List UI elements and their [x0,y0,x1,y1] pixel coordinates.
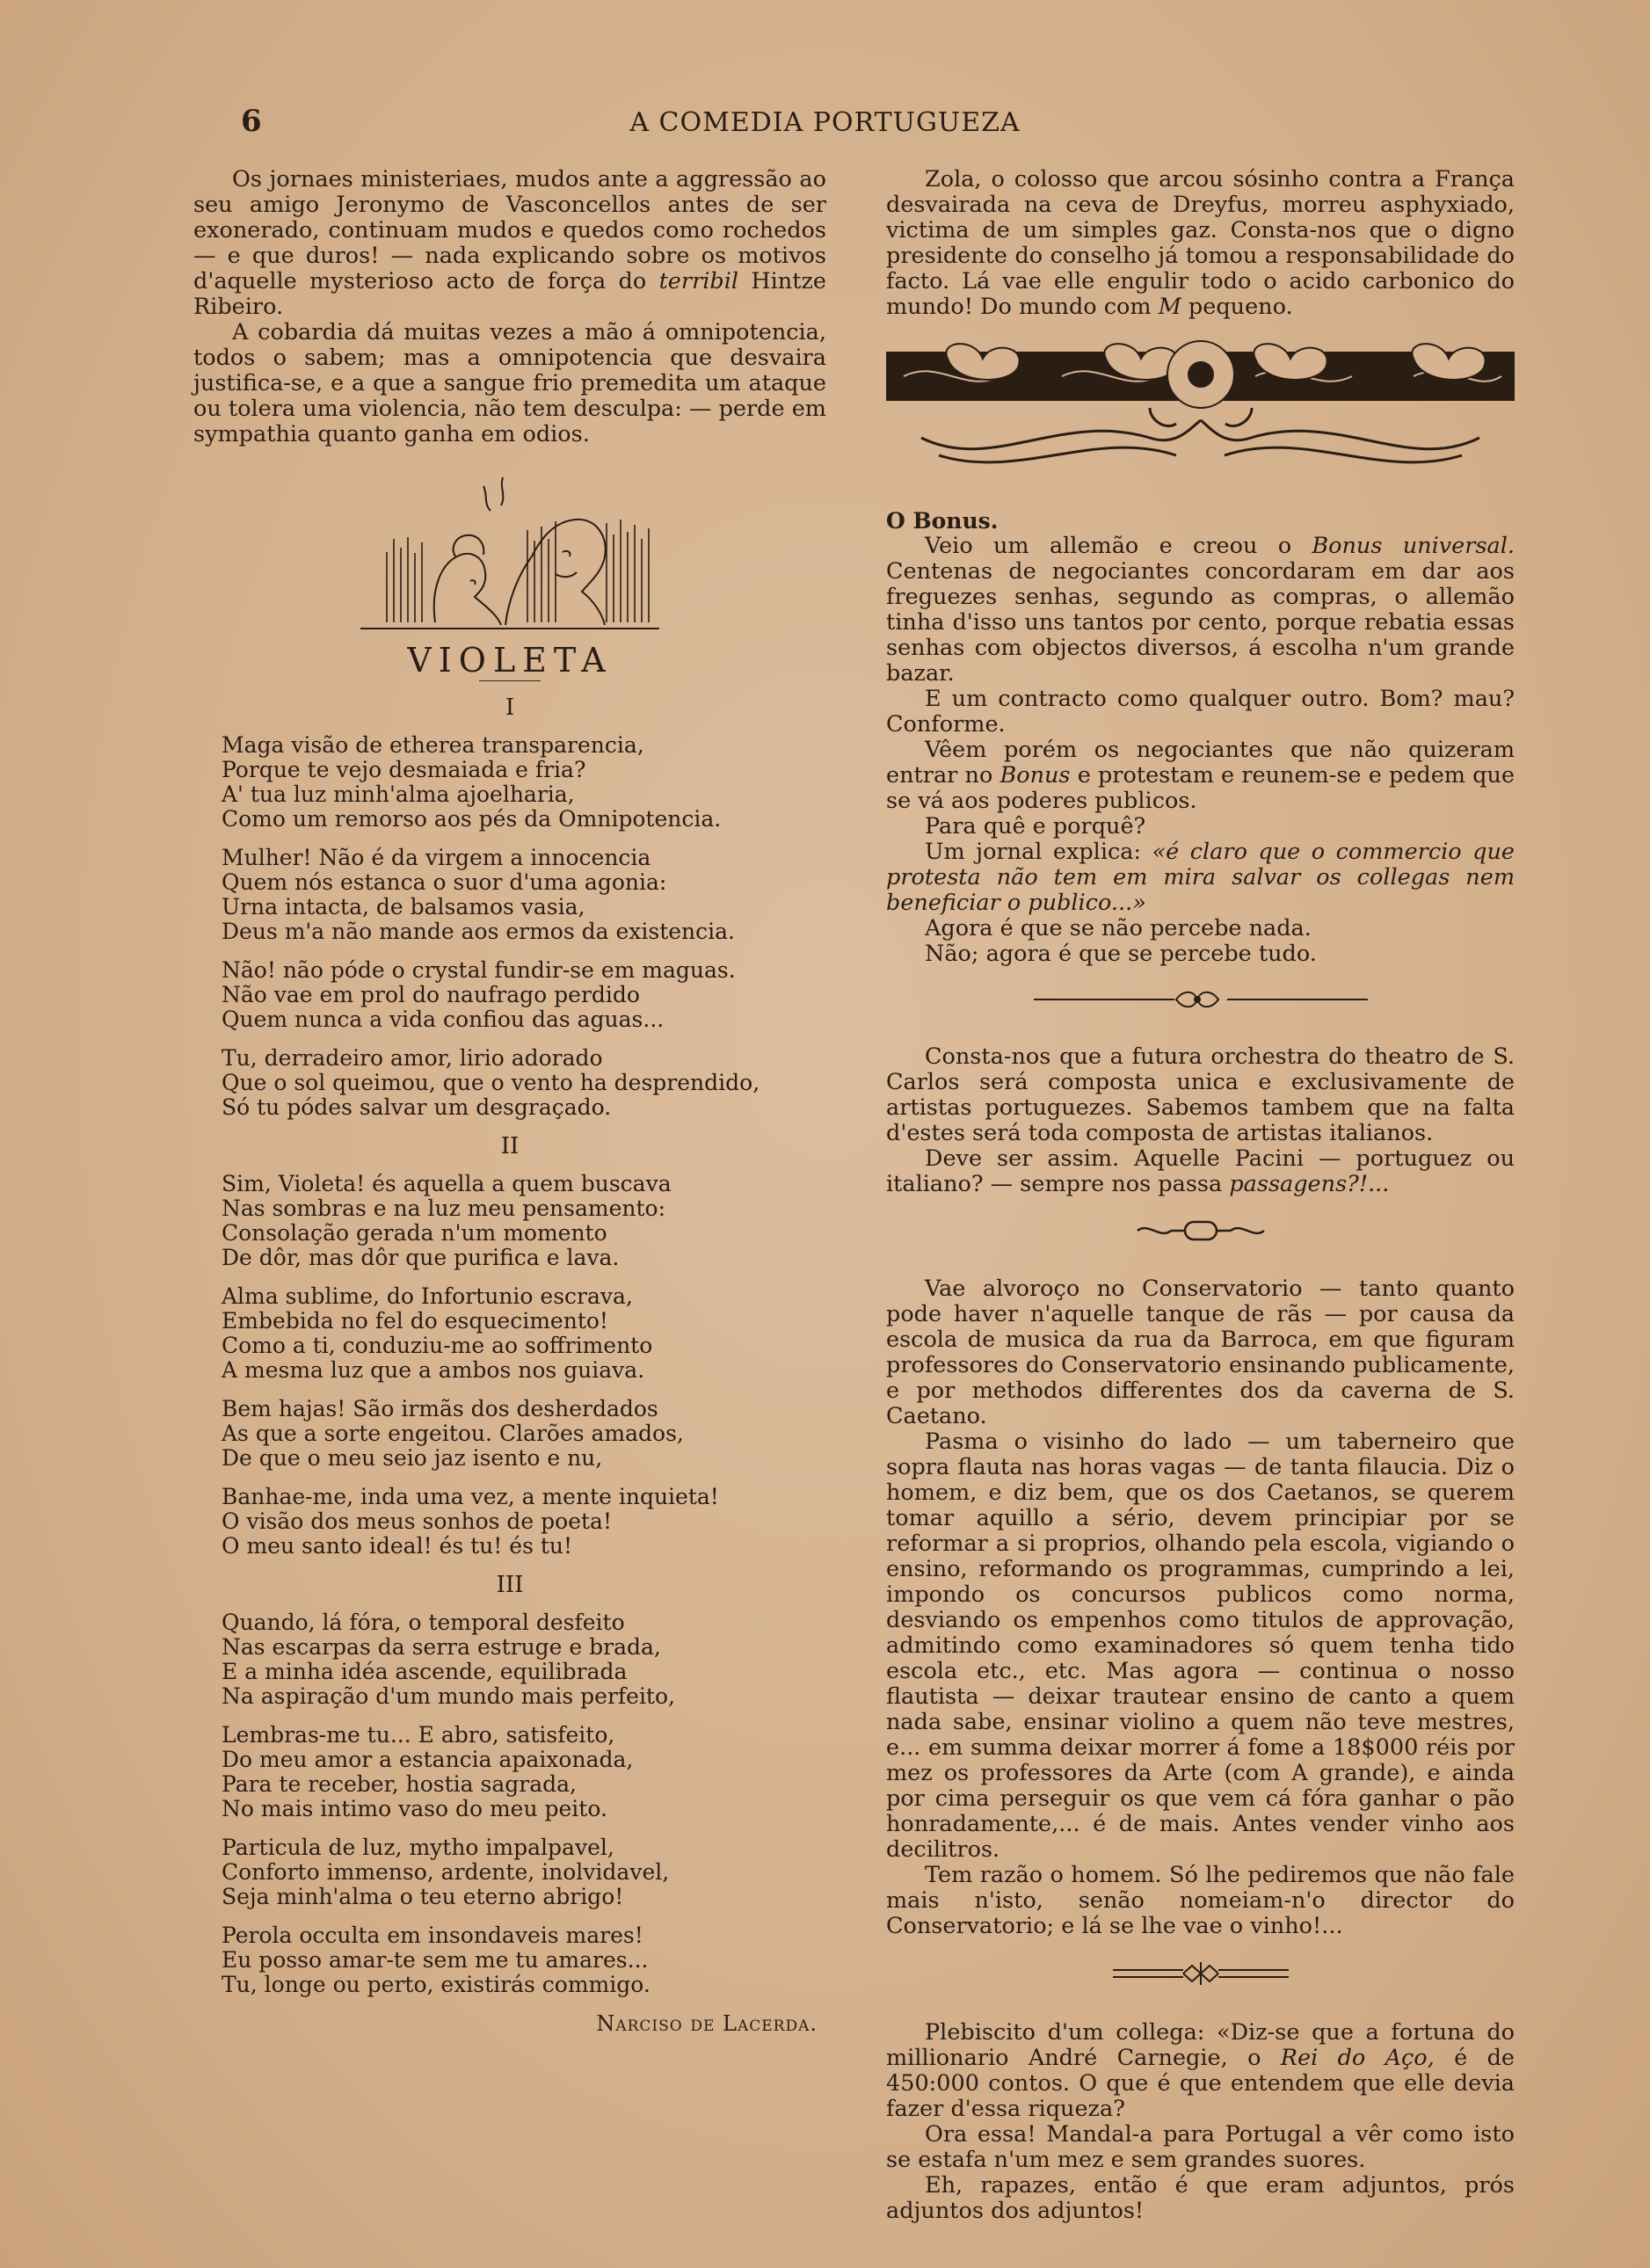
orchestra-paragraph: Consta-nos que a futura orchestra do theatro de S. Carlos será composta unica e exclusivamente de artistas portuguezes. Sabemos tambem que na falta d'estes será toda composta de artistas italianos. [886,1043,1515,1146]
bonus-paragraph: Agora é que se não percebe nada. [925,915,1312,941]
scroll-rule-divider [1025,988,1377,1011]
carnegie-paragraph: Eh, rapazes, então é que eram adjuntos, prós adjuntos dos adjuntos! [886,2172,1515,2224]
chain-ornament-divider [1130,1218,1271,1243]
section-numeral: III [496,1572,524,1598]
poem-signature: Narciso de Lacerda. [596,2011,818,2036]
bonus-paragraph: Veio um allemão e creou o Bonus universal. Centenas de negociantes concordaram em dar aos freguezes senhas, segundo as compras, o allemão tinha d'isso uns tantos por cento, porque rebatia essas senhas com objectos diversos, á escolha n'um grande bazar. [886,533,1516,687]
stanza: Quando, lá fóra, o temporal desfeito Nas escarpas da serra estruge e brada, E a minha idéa ascende, equilibrada Na aspiração d'um mundo mais perfeito, [222,1610,675,1709]
ministerial-press-paragraph: Os jornaes ministeriaes, mudos ante a aggressão ao seu amigo Jeronymo de Vasconcellos antes de ser exonerado, continuam mudos e quedos como rochedos — e que duros! — nada explicando sobre os motivos d'aquelle mysterioso acto de força do terribil Hintze Ribeiro. [193,166,826,320]
conservatorio-paragraph: Tem razão o homem. Só lhe pediremos que não fale mais n'isto, senão nomeiam-n'o director do Conservatorio; e lá se lhe vae o vinho!... [886,1862,1515,1939]
page-number: 6 [241,104,262,139]
bonus-heading: O Bonus. [886,508,999,534]
stanza: Mulher! Não é da virgem a innocencia Quem nós estanca o suor d'uma agonia: Urna intacta, de balsamos vasia, Deus m'a não mande aos ermos da existencia. [222,845,735,944]
carnegie-paragraph: Plebiscito d'um collega: «Diz-se que a fortuna do millionario André Carnegie, o Rei do Aço, é de 450:000 contos. O que é que entendem que elle devia fazer d'essa riqueza? [886,2019,1515,2122]
left-column [193,167,826,2037]
conservatorio-paragraph: Vae alvoroço no Conservatorio — tanto quanto pode haver n'aquelle tanque de rãs — por causa da escola de musica da rua da Barroca, em que figuram professores do Conservatorio ensinando publicamente, e por methodos differentes dos da caverna de S. Caetano. [886,1276,1515,1429]
cowardice-paragraph: A cobardia dá muitas vezes a mão á omnipotencia, todos o sabem; mas a omnipotencia que desvaira justifica-se, e a que a sangue frio premedita um ataque ou tolera uma violencia, não tem desculpa: — perde em sympathia quanto ganha em odios. [193,319,826,447]
stanza: Perola occulta em insondaveis mares! Eu posso amar-te sem me tu amares... Tu, longe ou perto, existirás commigo. [222,1923,651,1997]
stanza: Tu, derradeiro amor, lirio adorado Que o sol queimou, que o vento ha desprendido, Só tu pódes salvar um desgraçado. [222,1045,760,1120]
carnegie-paragraph: Ora essa! Mandal-a para Portugal a vêr como isto se estafa n'um mez e sem grandes suores. [886,2121,1515,2173]
poem-title: VIOLETA [407,641,613,680]
hatching [387,520,649,622]
bonus-paragraph: Vêem porém os negociantes que não quizeram entrar no Bonus e protestam e reunem-se e pedem que se vá aos poderes publicos. [886,737,1515,814]
page-header [0,104,1650,148]
stanza: Lembras-me tu... E abro, satisfeito, Do meu amor a estancia apaixonada, Para te receber, hostia sagrada, No mais intimo vaso do meu peito. [222,1722,634,1821]
bonus-paragraph: Não; agora é que se percebe tudo. [925,941,1317,967]
running-title: A COMEDIA PORTUGUEZA [629,107,1021,138]
section-numeral: I [505,694,515,721]
zola-paragraph: Zola, o colosso que arcou sósinho contra a França desvairada na ceva de Dreyfus, morreu asphyxiado, victima de um simples gaz. Consta-nos que o digno presidente do conselho já tomou a responsabilidade do facto. Lá vae elle engulir todo o acido carbonico do mundo! Do mundo com M pequeno. [886,166,1515,320]
stanza: Maga visão de etherea transparencia, Porque te vejo desmaiada e fria? A' tua luz minh'alma ajoelharia, Como um remorso aos pés da Omnipotencia. [222,732,722,832]
double-rule-ornament [1104,1960,1297,1987]
bonus-paragraph: Um jornal explica: «é claro que o commercio que protesta não tem em mira salvar os collegas nem beneficiar o publico...» [886,839,1515,916]
floral-frieze-ornament [886,332,1515,482]
right-column [886,167,1515,2224]
stanza: Banhae-me, inda uma vez, a mente inquieta! O visão dos meus sonhos de poeta! O meu santo ideal! és tu! és tu! [222,1484,719,1559]
stanza: Particula de luz, mytho impalpavel, Conforto immenso, ardente, inolvidavel, Seja minh'alma o teu eterno abrigo! [222,1835,670,1909]
bonus-paragraph: E um contracto como qualquer outro. Bom? mau? Conforme. [886,686,1515,738]
stanza: Não! não póde o crystal fundir-se em maguas. Não vae em prol do naufrago perdido Quem nunca a vida confiou das aguas... [222,957,736,1032]
bonus-paragraph: Para quê e porquê? [925,813,1146,840]
title-rule [479,680,541,681]
stanza: Sim, Violeta! és aquella a quem buscava Nas sombras e na luz meu pensamento: Consolação gerada n'um momento De dôr, mas dôr que purifica e lava. [222,1171,672,1270]
orchestra-paragraph: Deve ser assim. Aquelle Pacini — portuguez ou italiano? — sempre nos passa passagens?!... [886,1145,1515,1197]
stanza: Alma sublime, do Infortunio escrava, Embebida no fel do esquecimento! Como a ti, conduziu-me ao soffrimento A mesma luz que a ambos nos guiava. [222,1283,653,1383]
two-figures-engraving [352,469,668,636]
conservatorio-paragraph: Pasma o visinho do lado — um taberneiro que sopra flauta nas horas vagas — de tanta filaucia. Diz o homem, e diz bem, que os dos Caetanos, se querem tomar aquillo a sério, devem principiar por se reformar a si proprios, olhando pela escola, vigiando o ensino, reformando os programmas, cumprindo a lei, impondo os concursos publicos como norma, desviando os empenhos como titulos de approvação, admitindo como examinadores só quem tenha tido escola etc., etc. Mas agora — continua o nosso flautista — deixar trautear ensino de canto a quem nada sabe, ensinar violino a quem não teve mestres, e... em summa deixar morrer á fome a 18$000 réis por mez os professores da Arte (com A grande), e ainda por cima perseguir os que vem cá fóra ganhar o pão honradamente,... é de mais. Antes vender vinho aos decilitros. [886,1428,1515,1863]
stanza: Bem hajas! São irmãs dos desherdados As que a sorte engeitou. Clarões amados, De que o meu seio jaz isento e nu, [222,1396,684,1471]
section-numeral: II [500,1133,520,1159]
